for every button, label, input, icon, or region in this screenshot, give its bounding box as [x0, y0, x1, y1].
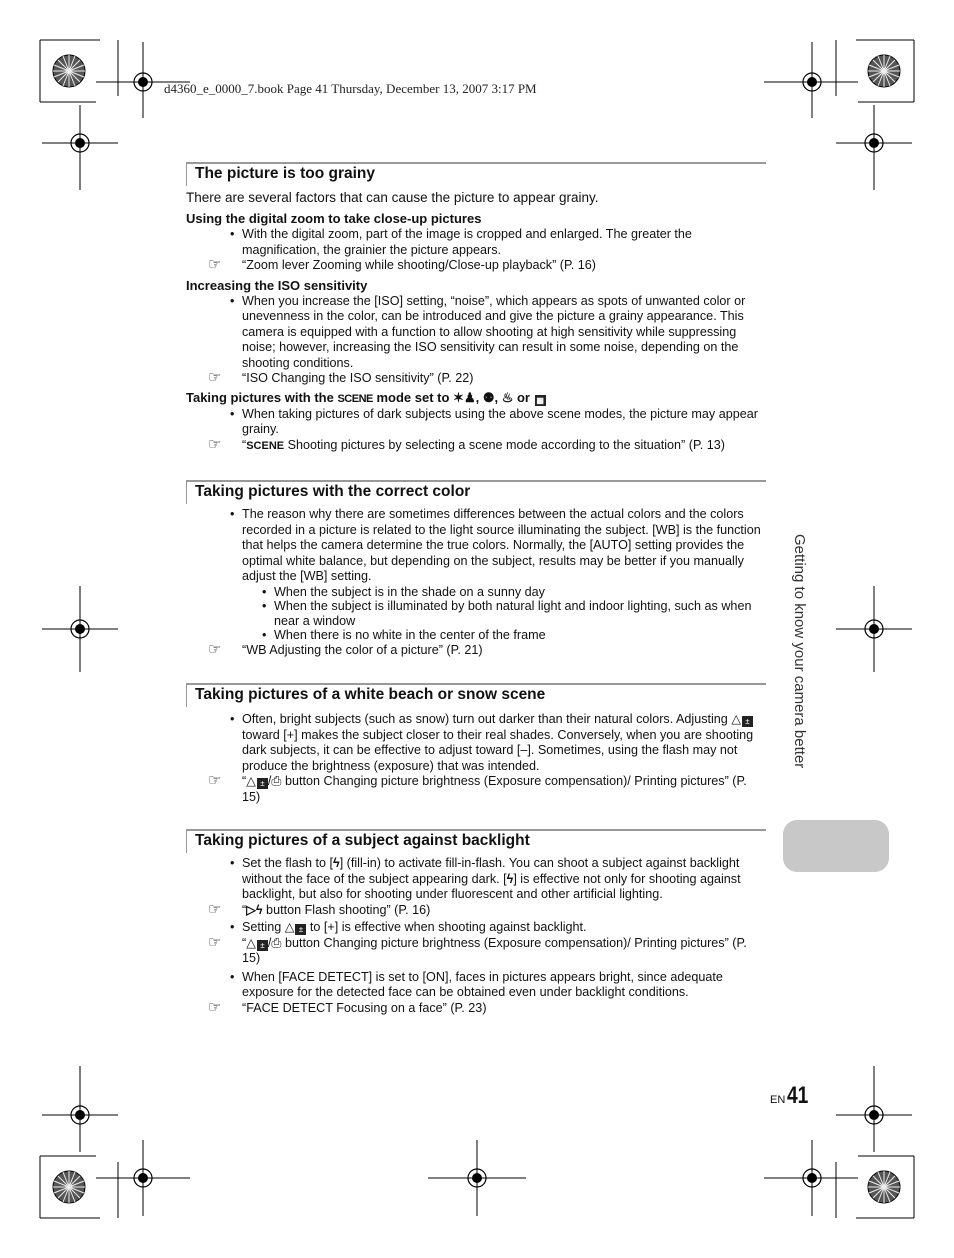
reference-item: ☞ “Zoom lever Zooming while shooting/Close-up playback” (P. 16)	[208, 256, 596, 273]
scene-mode-label: SCENE	[246, 439, 285, 452]
indoor-icon: ♨	[501, 389, 514, 405]
bullet-item: • Setting △ ± to [+] is effective when shooting against backlight.	[186, 920, 766, 936]
exposure-print-icon: △ ± /⎙	[246, 935, 282, 950]
exposure-compensation-icon: △ ±	[731, 712, 753, 726]
pointing-hand-icon: ☞	[208, 998, 222, 1016]
pointing-hand-icon: ☞	[208, 933, 222, 951]
reference-item: ☞ “SCENE Shooting pictures by selecting a scene mode according to the situation” (P. 13)	[208, 435, 725, 453]
pointing-hand-icon: ☞	[208, 640, 222, 658]
subheading: Increasing the ISO sensitivity	[186, 277, 368, 293]
bullet-item: • The reason why there are sometimes differences between the actual colors and the colors recorded in a picture is related to the light source illuminating the subject. [WB] is the function that helps the camera determine the true colors. Normally, the [AUTO] setting provides the optimal white balance, but depending on the subject, results may be better if you manually adjust the [WB] setting.	[186, 507, 766, 585]
bullet-item: • With the digital zoom, part of the image is cropped and enlarged. The greater the magnification, the grainier the picture appears.	[186, 227, 766, 258]
bullet-item: • Set the flash to [ϟ] (fill-in) to activate fill-in-flash. You can shoot a subject against backlight without the face of the subject appearing dark. [ϟ] is effective not only for shooting against backlight, but also for shooting under fluorescent and other artificial lighting.	[186, 856, 766, 903]
reference-item: ☞ “▷ϟ button Flash shooting” (P. 16)	[208, 900, 431, 918]
section-title: The picture is too grainy	[195, 165, 375, 182]
subheading: Taking pictures with the SCENE mode set to ✶♟, ⚉, ♨ or ▦	[186, 389, 544, 405]
reference-item: ☞ “ISO Changing the ISO sensitivity” (P. 22)	[208, 369, 474, 386]
right-flash-icon: ▷ϟ	[246, 902, 263, 917]
section-title: Taking pictures of a white beach or snow scene	[195, 686, 546, 703]
reference-item: ☞ “△ ± /⎙ button Changing picture brightness (Exposure compensation)/ Printing pictures” (P. 15)	[208, 772, 747, 804]
bullet-item: • When [FACE DETECT] is set to [ON], faces in pictures appears bright, since adequate exposure for the detected face can be obtained even under backlight conditions.	[186, 970, 766, 1001]
side-label: Getting to know your camera better	[791, 534, 808, 769]
bullet-item: • Often, bright subjects (such as snow) turn out darker than their natural colors. Adjusting △ ± toward [+] makes the subject closer to their real shades. Conversely, when you are shooting dark subjects, it can be effective to adjust toward [–]. Sometimes, using the flash may not produce the brightness (exposure) that was intended.	[186, 712, 766, 774]
pointing-hand-icon: ☞	[208, 435, 222, 453]
sport-icon: ⚉	[482, 389, 495, 405]
pointing-hand-icon: ☞	[208, 772, 222, 789]
flash-icon: ϟ	[333, 856, 340, 870]
exposure-compensation-icon: △ ±	[285, 920, 307, 934]
pointing-hand-icon: ☞	[208, 369, 222, 386]
candle-icon: ▦	[536, 395, 544, 405]
exposure-print-icon: △ ± /⎙	[246, 774, 282, 788]
print-header: d4360_e_0000_7.book Page 41 Thursday, December 13, 2007 3:17 PM	[164, 81, 537, 96]
scene-mode-label: SCENE	[337, 392, 373, 405]
intro-text: There are several factors that can cause the picture to appear grainy.	[186, 190, 599, 205]
sub-bullet-item: • When the subject is in the shade on a sunny day	[186, 585, 766, 600]
sub-bullet-item: • When the subject is illuminated by both natural light and indoor lighting, such as when near a window	[186, 599, 766, 628]
bullet-item: • When taking pictures of dark subjects using the above scene modes, the picture may appear grainy.	[186, 407, 766, 438]
reference-item: ☞ “WB Adjusting the color of a picture” (P. 21)	[208, 640, 483, 658]
flash-icon: ϟ	[506, 871, 514, 886]
page-number: EN41	[770, 1082, 809, 1109]
section-title: Taking pictures with the correct color	[195, 483, 471, 500]
pointing-hand-icon: ☞	[208, 900, 222, 918]
subheading: Using the digital zoom to take close-up pictures	[186, 211, 482, 226]
section-title: Taking pictures of a subject against backlight	[195, 832, 530, 849]
reference-item: ☞ “FACE DETECT Focusing on a face” (P. 23)	[208, 998, 487, 1016]
bullet-item: • When you increase the [ISO] setting, “noise”, which appears as spots of unwanted color or unevenness in the color, can be introduced and give the picture a grainy appearance. This camera is equipped with a function to allow shooting at high sensitivity while suppressing noise; however, increasing the ISO sensitivity can result in some noise, depending on the shooting conditions.	[186, 294, 766, 372]
sub-bullet-item: • When there is no white in the center of the frame	[186, 628, 766, 643]
night-portrait-icon: ✶♟	[453, 389, 476, 405]
pointing-hand-icon: ☞	[208, 256, 222, 273]
reference-item: ☞ “△ ± /⎙ button Changing picture brightness (Exposure compensation)/ Printing pictures” (P. 15)	[208, 933, 747, 965]
